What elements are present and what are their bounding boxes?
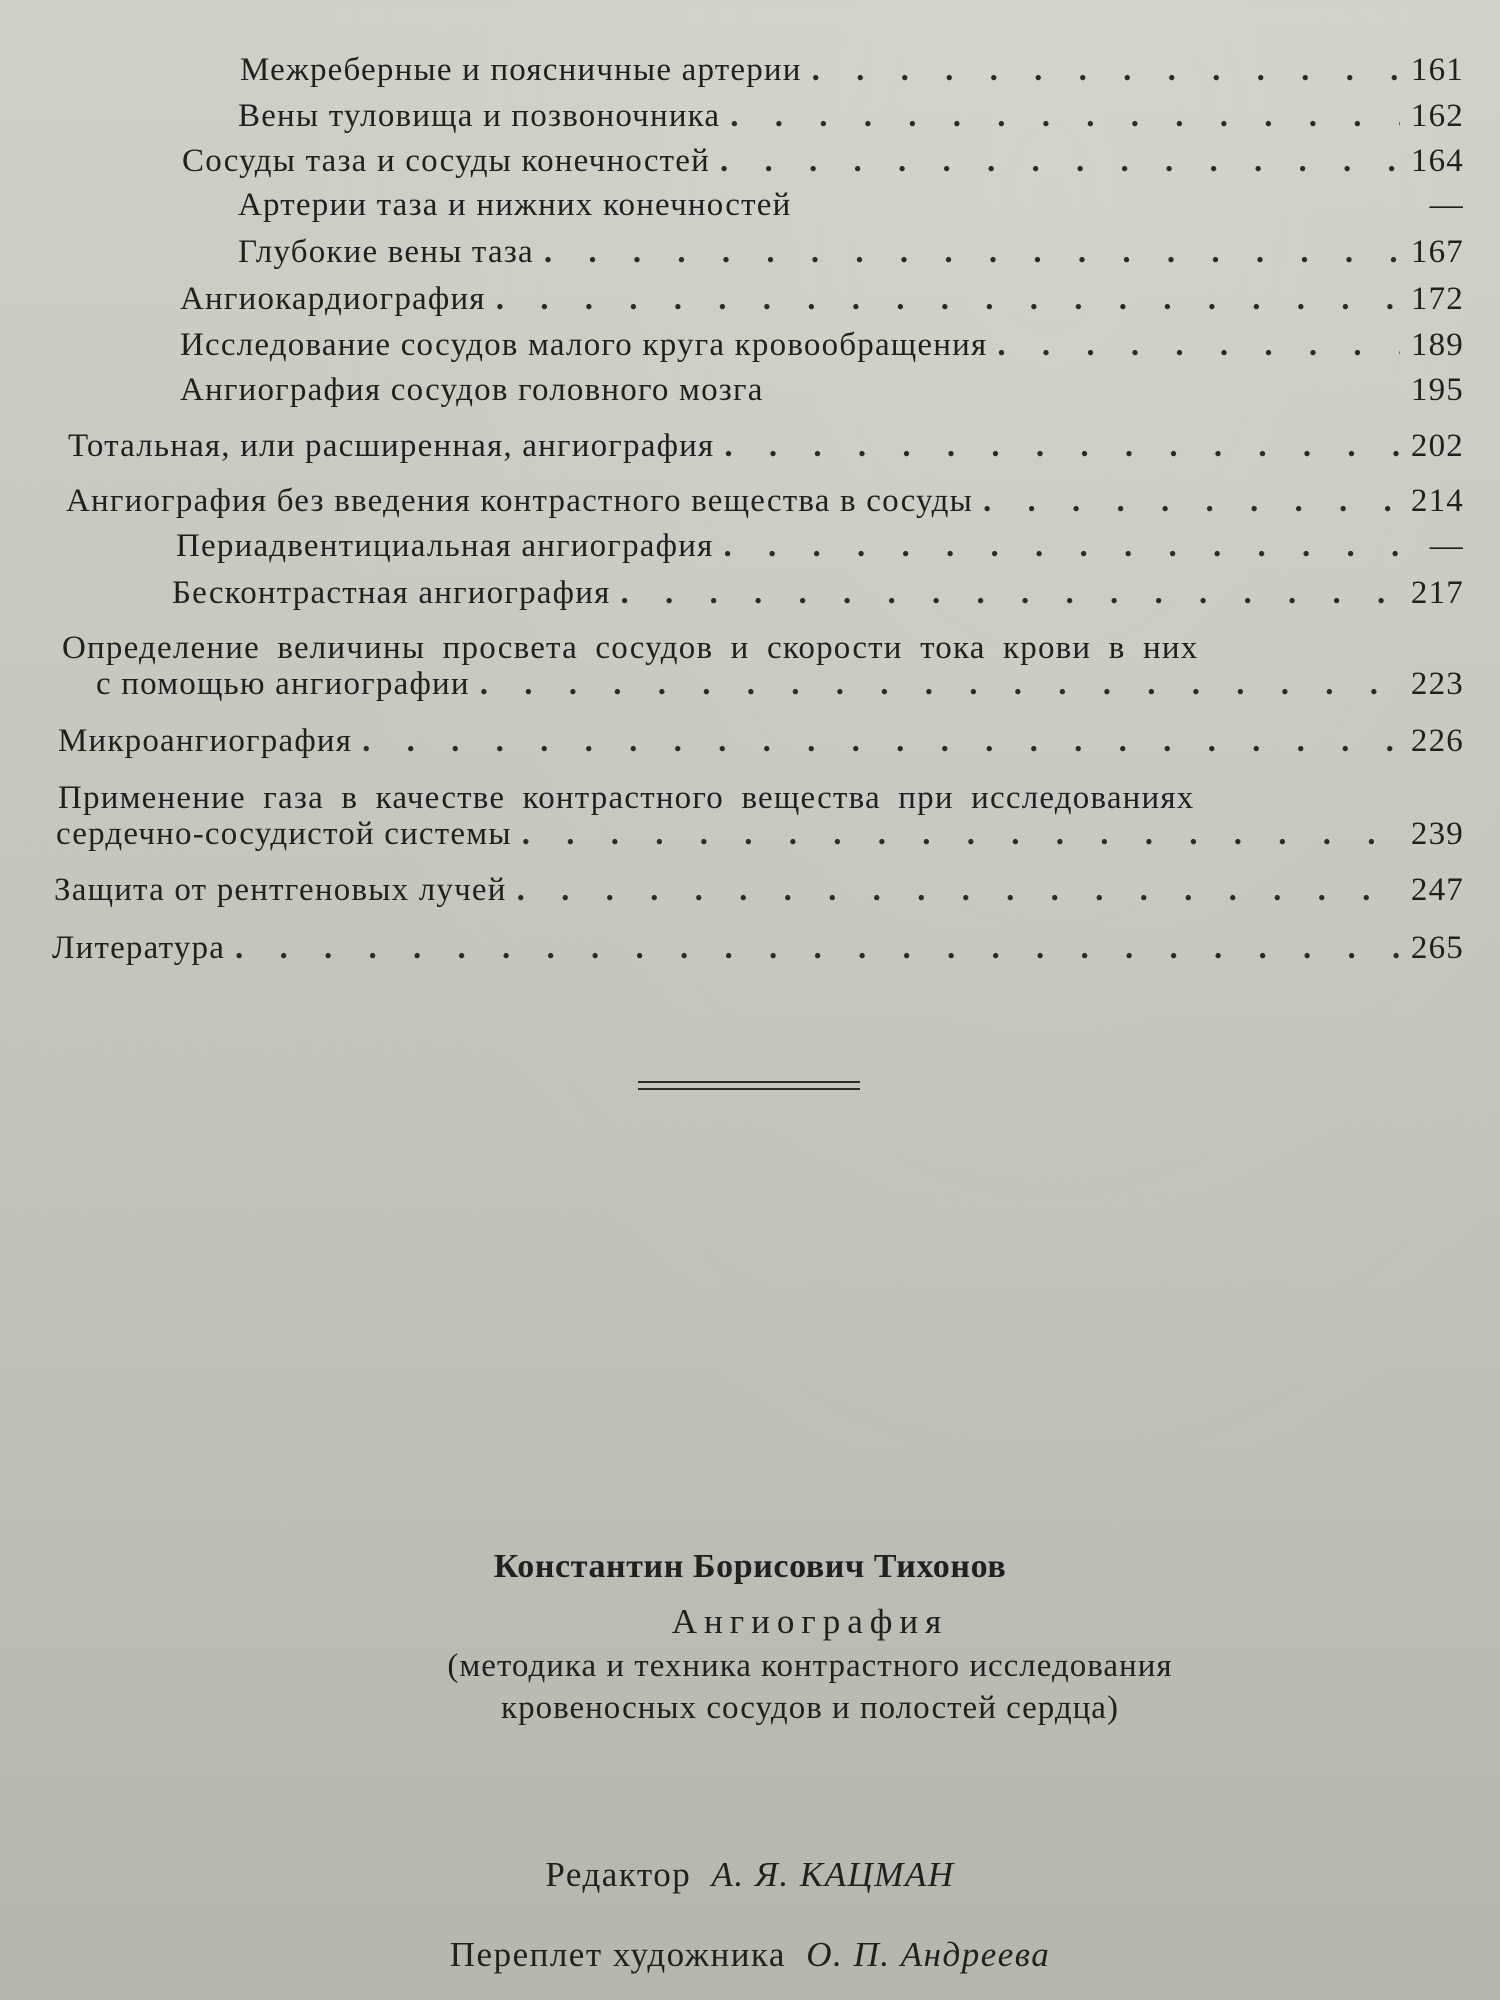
binding-label: Переплет художника bbox=[449, 1935, 786, 1974]
toc-entry bbox=[180, 281, 1464, 317]
toc-entry-title: Определение величины просвета сосудов и скорости тока крови в них bbox=[62, 630, 1199, 666]
dot-leader bbox=[973, 483, 1400, 519]
toc-entry-page: 214 bbox=[1410, 483, 1464, 519]
toc-entry-title-line2: с помощью ангиографии bbox=[96, 666, 470, 702]
dot-leader bbox=[470, 666, 1400, 702]
toc-entry-title: Исследование сосудов малого круга кровообращения bbox=[180, 327, 988, 363]
toc-entry-page: 226 bbox=[1410, 723, 1464, 759]
toc-entry-title: Ангиография без введения контрастного вещества в сосуды bbox=[66, 483, 974, 519]
toc-entry bbox=[68, 428, 1464, 464]
toc-entry-title: Тотальная, или расширенная, ангиография bbox=[68, 428, 715, 464]
toc-entry bbox=[52, 930, 1464, 966]
toc-entry-continuation bbox=[96, 666, 1464, 702]
toc-entry bbox=[176, 528, 1464, 564]
dot-leader bbox=[534, 234, 1400, 270]
book-subtitle-line2: кровеносных сосудов и полостей сердца) bbox=[501, 1690, 1119, 1726]
dot-leader bbox=[352, 723, 1400, 759]
toc-entry-page: 217 bbox=[1410, 575, 1464, 611]
toc-entry-title-line2: сердечно-сосудистой системы bbox=[56, 816, 512, 852]
dot-leader bbox=[512, 816, 1400, 852]
dot-leader bbox=[225, 930, 1400, 966]
toc-entry bbox=[238, 187, 1464, 223]
dot-leader bbox=[713, 528, 1400, 564]
toc-entry-page: 164 bbox=[1410, 143, 1464, 179]
toc-entry bbox=[238, 234, 1464, 270]
dot-leader bbox=[710, 143, 1400, 179]
dot-leader bbox=[507, 872, 1400, 908]
toc-entry bbox=[58, 723, 1464, 759]
editor-label: Редактор bbox=[545, 1855, 692, 1894]
toc-entry-title: Межреберные и поясничные артерии bbox=[240, 52, 802, 88]
toc-entry-title: Бесконтрастная ангиография bbox=[172, 575, 611, 611]
editor-credit bbox=[0, 1855, 1500, 1895]
toc-entry-page: 247 bbox=[1410, 872, 1464, 908]
toc-entry bbox=[66, 483, 1464, 519]
toc-entry-page: 161 bbox=[1410, 52, 1464, 88]
binding-artist-name: О. П. Андреева bbox=[806, 1935, 1051, 1974]
toc-entry-title: Сосуды таза и сосуды конечностей bbox=[182, 143, 711, 179]
toc-entry-title: Микроангиография bbox=[58, 723, 353, 759]
toc-entry bbox=[180, 372, 1464, 408]
binding-credit bbox=[0, 1935, 1500, 1975]
toc-entry bbox=[54, 872, 1464, 908]
toc-entry-page: 265 bbox=[1410, 930, 1464, 966]
book-title: Ангиография bbox=[671, 1602, 949, 1641]
toc-entry-continuation bbox=[56, 816, 1464, 852]
toc-entry bbox=[172, 575, 1464, 611]
toc-entry-page: 223 bbox=[1410, 666, 1464, 702]
toc-entry-page: 202 bbox=[1410, 428, 1464, 464]
toc-entry-page: 167 bbox=[1410, 234, 1464, 270]
toc-entry-title: Артерии таза и нижних конечностей bbox=[238, 187, 792, 223]
toc-entry bbox=[238, 98, 1464, 134]
toc-entry-title: Периадвентициальная ангиография bbox=[176, 528, 714, 564]
dot-leader bbox=[486, 281, 1400, 317]
toc-entry bbox=[182, 143, 1464, 179]
toc-entry bbox=[58, 780, 1390, 816]
toc-entry-page: — bbox=[1429, 187, 1464, 223]
toc-entry-page: 162 bbox=[1410, 98, 1464, 134]
toc-entry-title: Литература bbox=[52, 930, 226, 966]
toc-entry-page: 172 bbox=[1410, 281, 1464, 317]
toc-entry-page: 239 bbox=[1410, 816, 1464, 852]
editor-name: А. Я. КАЦМАН bbox=[711, 1855, 955, 1894]
section-divider bbox=[638, 1081, 860, 1093]
author-name: Константин Борисович Тихонов bbox=[493, 1548, 1007, 1585]
dot-leader bbox=[987, 327, 1400, 363]
toc-entry-title: Применение газа в качестве контрастного вещества при исследованиях bbox=[58, 780, 1195, 816]
toc-entry-title: Глубокие вены таза bbox=[238, 234, 534, 270]
toc-entry-page: — bbox=[1429, 528, 1464, 564]
book-subtitle-line1: (методика и техника контрастного исследования bbox=[447, 1648, 1173, 1684]
toc-entry-title: Вены туловища и позвоночника bbox=[238, 98, 721, 134]
toc-entry-title: Защита от рентгеновых лучей bbox=[54, 872, 507, 908]
dot-leader bbox=[610, 575, 1400, 611]
toc-entry bbox=[62, 630, 1388, 666]
toc-entry-page: 189 bbox=[1410, 327, 1464, 363]
toc-entry-title: Ангиография сосудов головного мозга bbox=[180, 372, 764, 408]
dot-leader bbox=[714, 428, 1400, 464]
toc-entry-title: Ангиокардиография bbox=[180, 281, 486, 317]
toc-entry bbox=[240, 52, 1464, 88]
toc-entry bbox=[180, 327, 1464, 363]
toc-entry-page: 195 bbox=[1410, 372, 1464, 408]
dot-leader bbox=[802, 52, 1400, 88]
dot-leader bbox=[720, 98, 1400, 134]
